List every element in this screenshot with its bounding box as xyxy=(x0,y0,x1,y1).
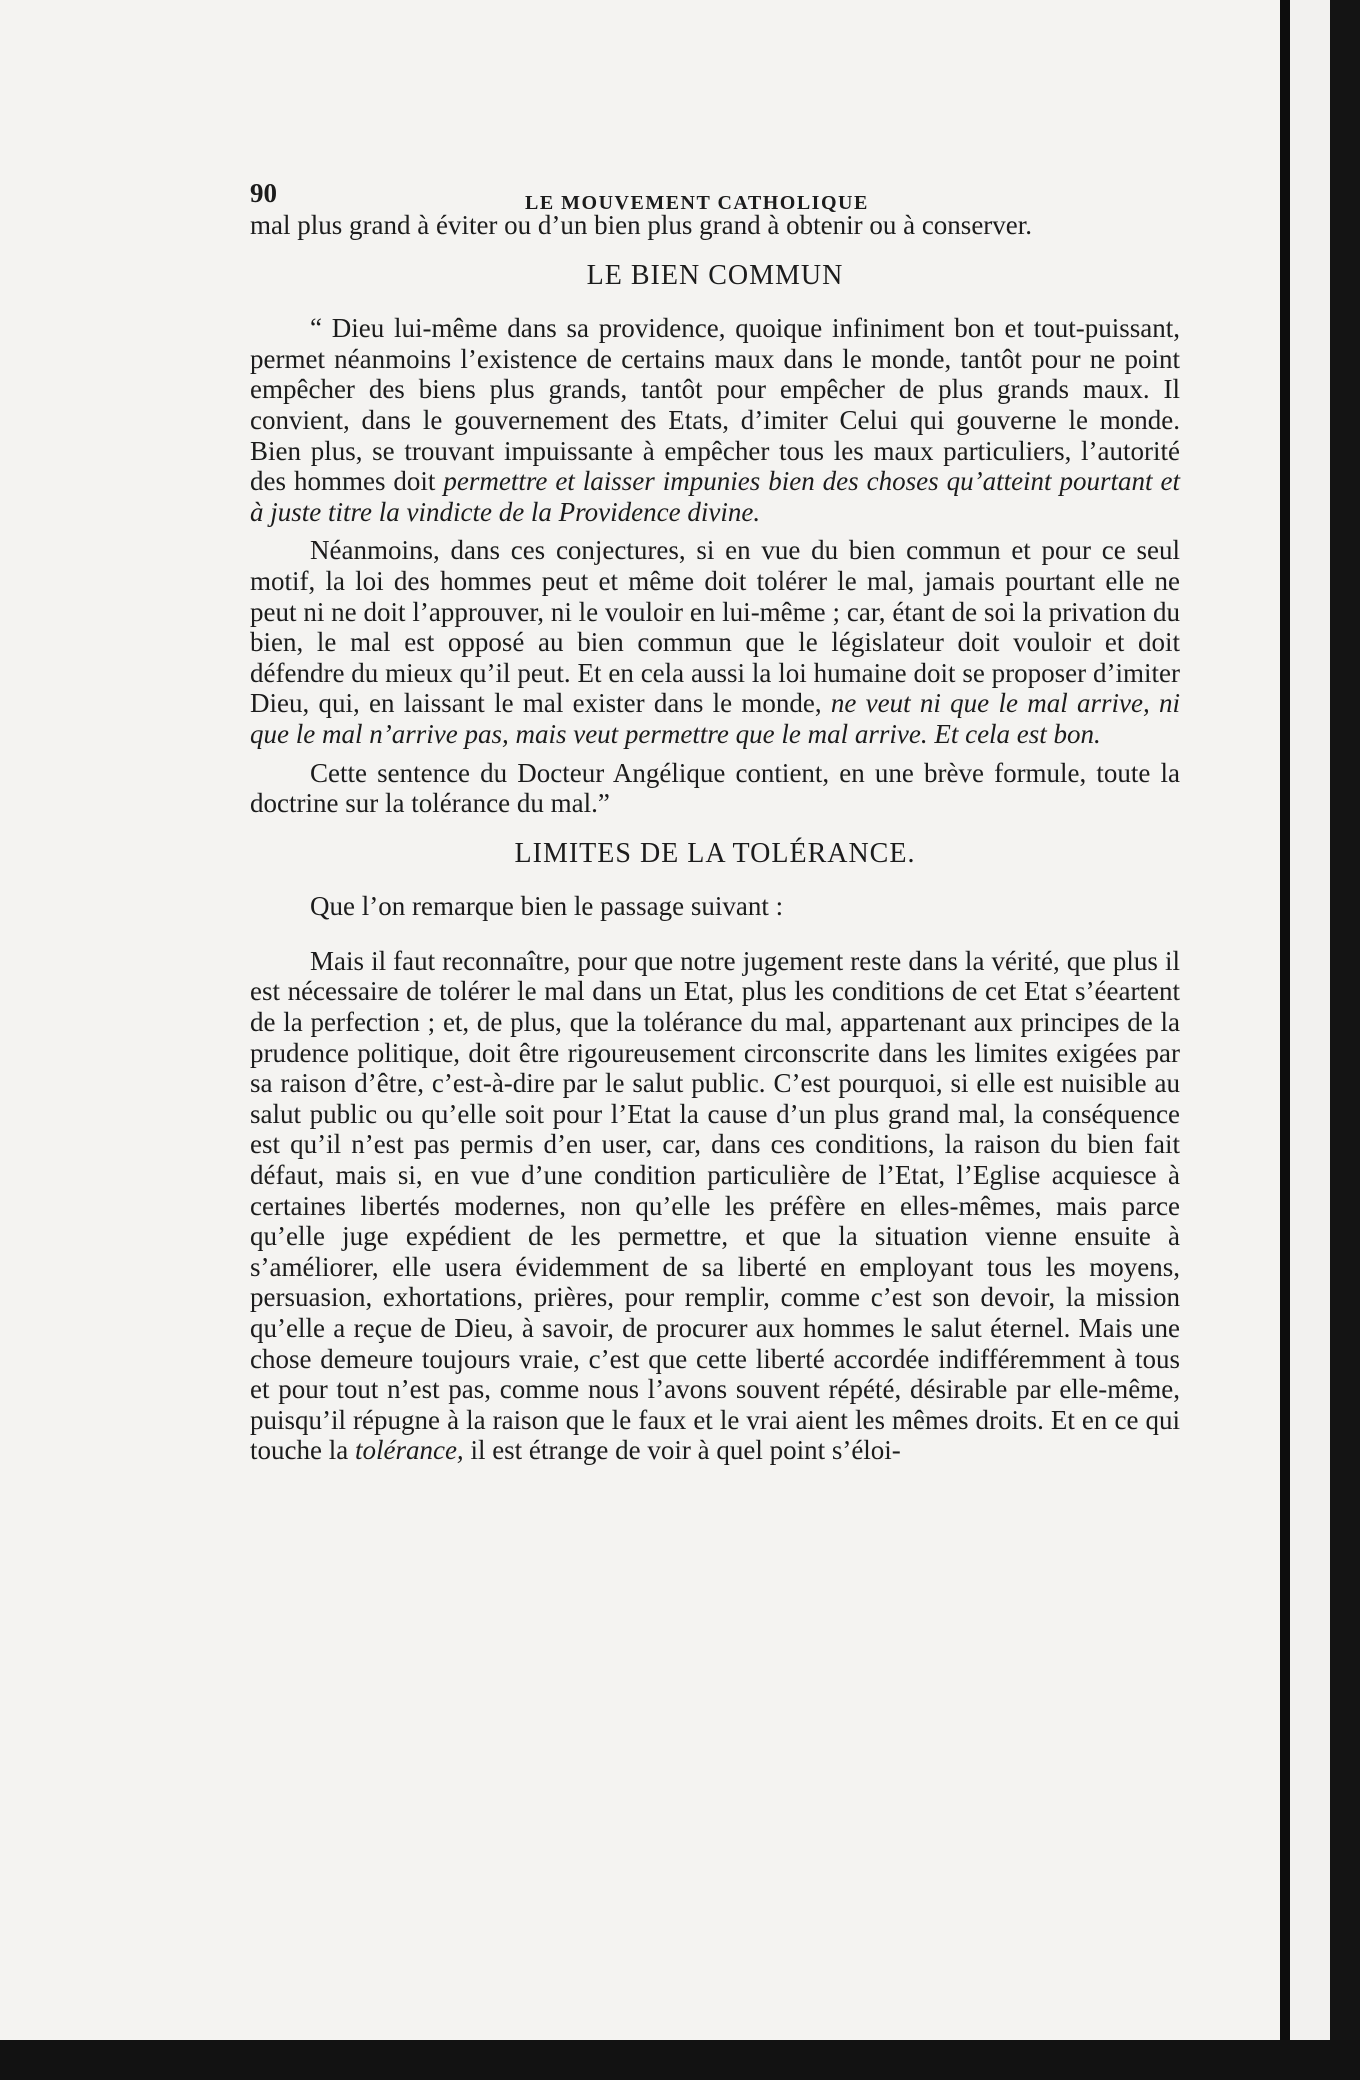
main-paragraph-italic: tolérance, xyxy=(354,1435,464,1466)
book-spine xyxy=(1280,0,1290,2080)
page-text-block xyxy=(250,168,1180,1466)
quote-paragraph-1 xyxy=(250,313,1180,527)
section-heading-bien-commun: LE BIEN COMMUN xyxy=(586,259,844,291)
page-number: 90 xyxy=(250,178,277,208)
quote-paragraph-2 xyxy=(250,535,1180,749)
quote-paragraph-2-text: Néanmoins, dans ces conjectures, si en vue du bien commun et pour ce seul motif, la loi des hommes peut et même doit tolérer le mal, jamais pourtant elle ne peut ni ne doit l’approuver, ni le vouloir en lui-même ; car, étant de soi la privation du bien, le mal est opposé au bien commun que le législateur doit vouloir et doit défendre du mieux qu’il peut. Et en cela aussi la loi humaine doit se proposer d’imiter Dieu, qui, en laissant le mal exister dans le monde, xyxy=(250,535,1180,719)
quote-paragraph-2-italic: ne veut ni que le mal arrive, ni que le mal n’arrive pas, mais veut permettre que le mal arrive. Et cela est bon. xyxy=(250,688,1180,749)
scan-border-bottom xyxy=(0,2040,1360,2080)
quote-paragraph-1-italic: permettre et laisser impunies bien des choses qu’atteint pourtant et à juste titre la vindicte de la Providence divine. xyxy=(250,466,1180,527)
quote-paragraph-3: Cette sentence du Docteur Angélique contient, en une brève formule, toute la doctrine sur la tolérance du mal.” xyxy=(250,757,1180,819)
facing-page-edge xyxy=(1290,0,1330,2040)
continuation-paragraph: mal plus grand à éviter ou d’un bien plus grand à obtenir ou à conserver. xyxy=(250,210,1033,240)
section-heading-limites: LIMITES DE LA TOLÉRANCE. xyxy=(514,837,916,869)
scan-border-right xyxy=(1330,0,1360,2080)
running-title: LE MOUVEMENT CATHOLIQUE xyxy=(525,192,869,214)
main-paragraph-tail: il est étrange de voir à quel point s’éloi- xyxy=(463,1435,901,1466)
lead-sentence: Que l’on remarque bien le passage suivant : xyxy=(310,891,784,922)
main-paragraph-text: Mais il faut reconnaître, pour que notre jugement reste dans la vérité, que plus il est nécessaire de tolérer le mal dans un Etat, plus les conditions de cet Etat s’éeartent de la perfection ; et, de plus, que la tolérance du mal, appartenant aux principes de la prudence politique, doit être rigoureusement circonscrite dans les limites exigées par sa raison d’être, c’est-à-dire par le salut public. C’est pourquoi, si elle est nuisible au salut public ou qu’elle soit pour l’Etat la cause d’un plus grand mal, la conséquence est qu’il n’est pas permis d’en user, car, dans ces conditions, la raison du bien fait défaut, mais si, en vue d’une condition particulière de l’Etat, l’Eglise acquiesce à certaines libertés modernes, non qu’elle les préfère en elles-mêmes, mais parce qu’elle juge expédient de les permettre, et que la situation vienne ensuite à s’améliorer, elle usera évidemment de sa liberté en employant tous les moyens, persuasion, exhortations, prières, pour remplir, comme c’est son devoir, la mission qu’elle a reçue de Dieu, à savoir, de procurer aux hommes le salut éternel. Mais une chose demeure toujours vraie, c’est que cette liberté accordée indifféremment à tous et pour tout n’est pas, comme nous l’avons souvent répété, désirable par elle-même, puisqu’il répugne à la raison que le faux et le vrai aient les mêmes droits. Et en ce qui touche la xyxy=(250,945,1180,1466)
quote-paragraph-1-text: “ Dieu lui-même dans sa providence, quoique infiniment bon et tout-puissant, permet néanmoins l’existence de certains maux dans le monde, tantôt pour ne point empêcher des biens plus grands, tantôt pour empêcher de plus grands maux. Il convient, dans le gouvernement des Etats, d’imiter Celui qui gouverne le monde. Bien plus, se trouvant impuissante à empêcher tous les maux particuliers, l’autorité des hommes doit xyxy=(250,313,1180,497)
main-paragraph xyxy=(250,946,1180,1466)
page-header xyxy=(250,168,1180,214)
